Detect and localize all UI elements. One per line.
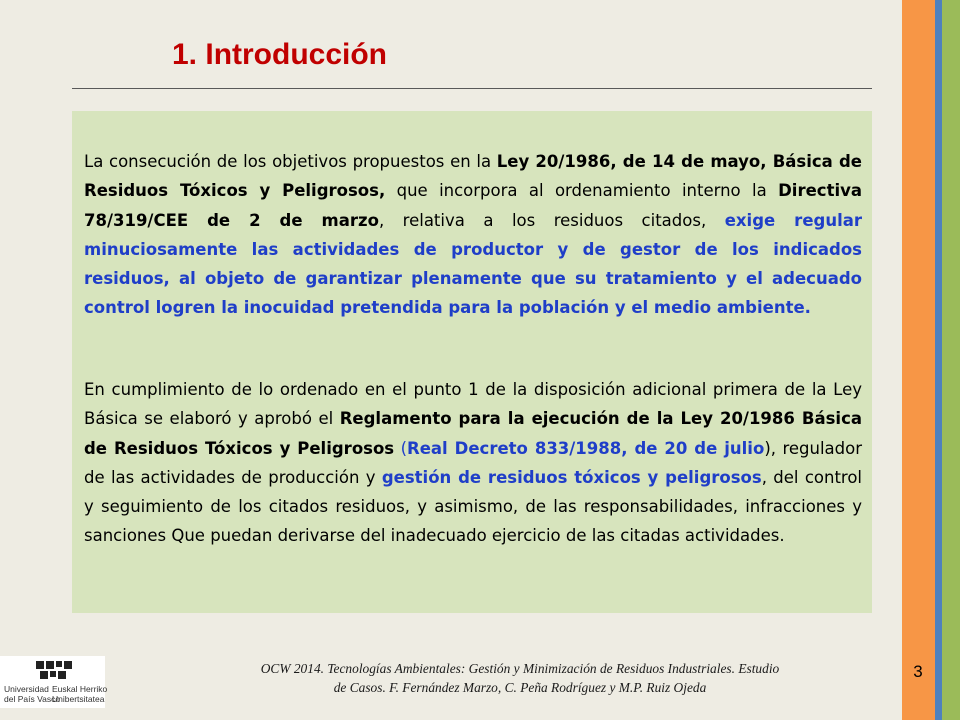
paragraph-2 xyxy=(84,375,862,551)
p1-highlight: exige regular minuciosamente las actividades de productor y de gestor de los indicados residuos, al objeto de garantizar plenamente que su tratamiento y el adecuado control logren la inocuidad pretendida para la población y el medio ambiente. xyxy=(84,210,862,318)
footer-line-2: de Casos. F. Fernández Marzo, C. Peña Rodríguez y M.P. Ruiz Ojeda xyxy=(333,680,707,695)
p2-text-4: , del control y seguimiento de los citados residuos, y asimismo, de las responsabilidades, infracciones y sanciones Que puedan derivarse del inadecuado ejercicio de las citadas actividades. xyxy=(84,467,863,546)
ehu-emblem-icon xyxy=(34,659,74,681)
logo-right-line2: Unibertsitatea xyxy=(52,694,105,704)
law-reference: Ley 20/1986, de 14 de mayo, Básica de Residuos Tóxicos y Peligrosos, xyxy=(84,152,862,201)
p2-text-1: En cumplimiento de lo ordenado en el punto 1 de la disposición adicional primera de la Ley Básica se elaboró y aprobó el xyxy=(84,380,862,429)
logo-left-line1: Universidad xyxy=(4,684,49,694)
p1-text-1: La consecución de los objetivos propuestos en la xyxy=(84,152,497,171)
accent-stripe-blue xyxy=(935,0,942,720)
paragraph-1 xyxy=(84,147,862,323)
logo-text-right xyxy=(52,684,107,704)
gestion-highlight: gestión de residuos tóxicos y peligrosos xyxy=(381,467,762,487)
accent-stripe-orange xyxy=(902,0,935,720)
university-logo xyxy=(0,656,108,708)
directive-reference: Directiva 78/319/CEE de 2 de marzo xyxy=(84,181,863,230)
p2-paren-open: ( xyxy=(394,438,408,458)
reglamento-reference: Reglamento para la ejecución de la Ley 20/1986 Básica de Residuos Tóxicos y Peligrosos xyxy=(84,409,862,458)
p1-text-3: , relativa a los residuos citados, xyxy=(378,210,725,230)
footer-credits xyxy=(240,659,800,697)
logo-right-line1: Euskal Herriko xyxy=(52,684,108,694)
title-divider xyxy=(72,88,872,89)
decreto-reference: Real Decreto 833/1988, de 20 de julio xyxy=(407,438,765,458)
p2-text-3: ), regulador de las actividades de producción y xyxy=(84,438,862,487)
footer-line-1: OCW 2014. Tecnologías Ambientales: Gestión y Minimización de Residuos Industriales. Estudio xyxy=(260,661,780,676)
logo-left-line2: del País Vasco xyxy=(4,694,61,704)
slide-title: 1. Introducción xyxy=(172,38,388,71)
p1-text-2: que incorpora al ordenamiento interno la xyxy=(385,181,779,201)
page-number: 3 xyxy=(913,662,923,681)
accent-stripe-green xyxy=(942,0,960,720)
